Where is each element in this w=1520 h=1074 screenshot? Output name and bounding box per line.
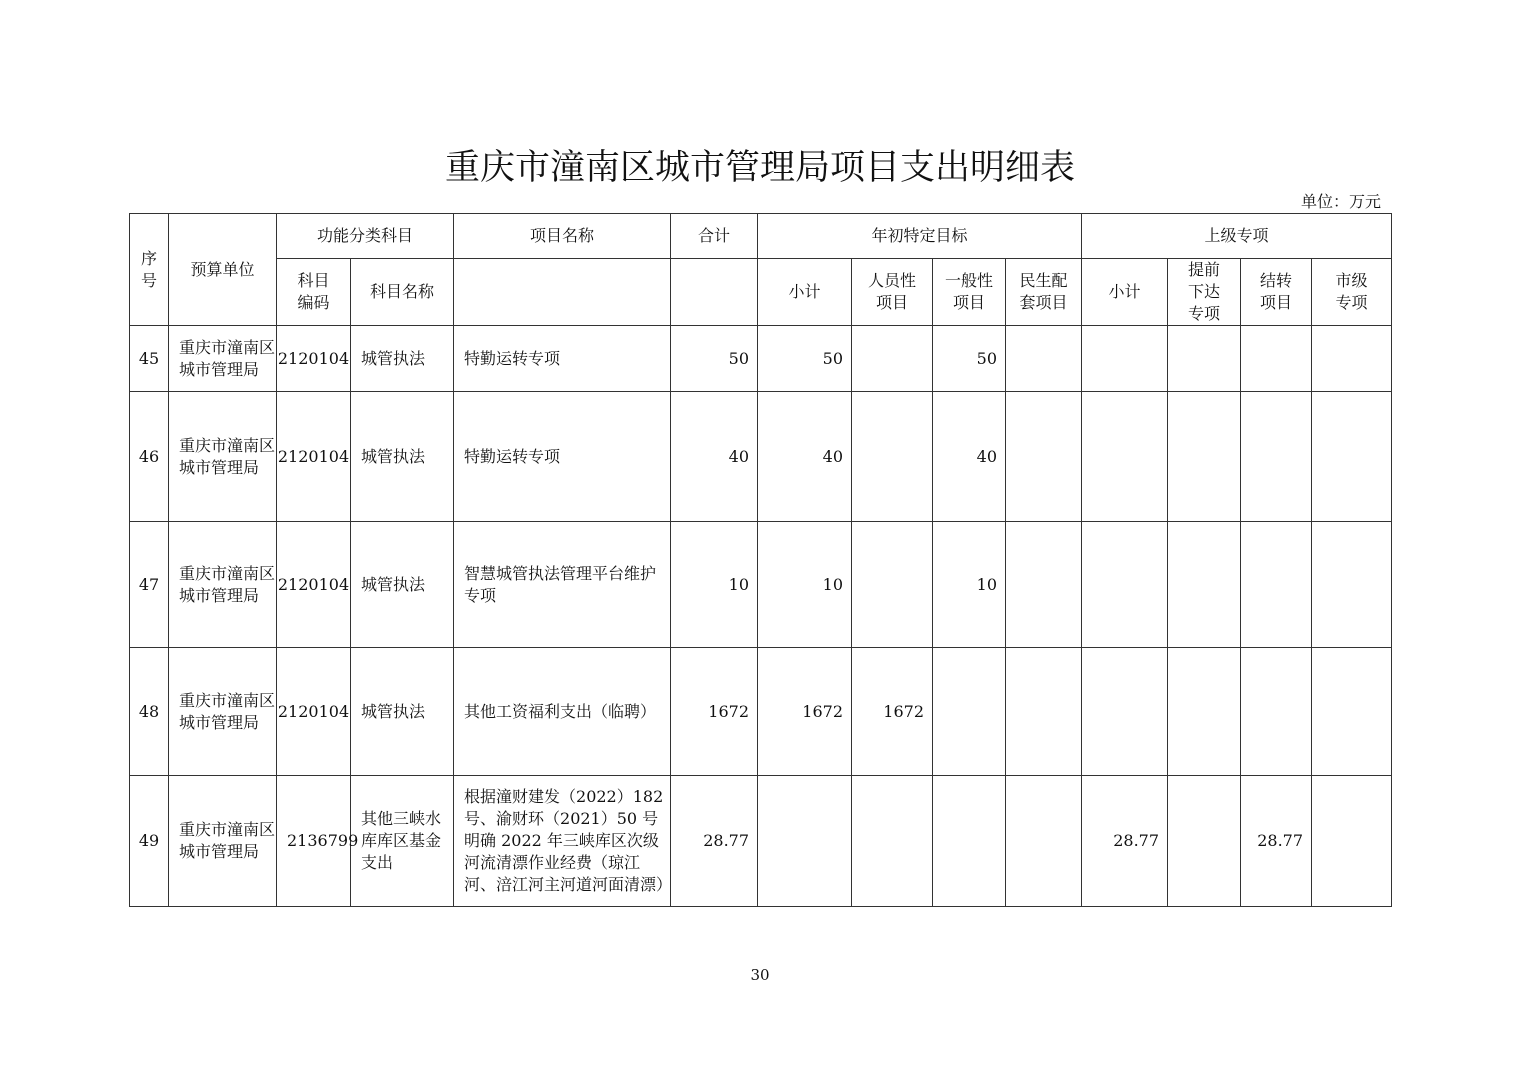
cell-total: 50 — [671, 326, 758, 392]
cell-project-name: 特勤运转专项 — [454, 392, 671, 522]
cell-at-personnel — [852, 392, 933, 522]
unit-label: 单位：万元 — [1300, 192, 1381, 211]
cell-at-livelihood — [1006, 392, 1082, 522]
cell-at-general — [933, 776, 1006, 907]
header-row-2 — [130, 259, 1392, 326]
header-at-subtotal: 小计 — [758, 259, 852, 326]
cell-project-name: 特勤运转专项 — [454, 326, 671, 392]
page-title: 重庆市潼南区城市管理局项目支出明细表 — [444, 148, 1075, 188]
cell-at-general: 10 — [933, 522, 1006, 648]
cell-subject-name: 城管执法 — [351, 392, 454, 522]
cell-at-livelihood — [1006, 522, 1082, 648]
cell-budget-unit: 重庆市潼南区城市管理局 — [169, 522, 277, 648]
header-total: 合计 — [671, 214, 758, 259]
cell-at-livelihood — [1006, 326, 1082, 392]
cell-budget-unit: 重庆市潼南区城市管理局 — [169, 776, 277, 907]
cell-sp-subtotal — [1082, 326, 1168, 392]
header-sp-carryover: 结转 项目 — [1241, 259, 1312, 326]
cell-seq: 45 — [130, 326, 169, 392]
header-annual-target: 年初特定目标 — [758, 214, 1082, 259]
header-project-name-blank — [454, 259, 671, 326]
cell-subject-name: 城管执法 — [351, 522, 454, 648]
cell-subject-name: 城管执法 — [351, 648, 454, 776]
header-sp-subtotal: 小计 — [1082, 259, 1168, 326]
cell-at-personnel — [852, 776, 933, 907]
cell-at-subtotal: 50 — [758, 326, 852, 392]
cell-total: 40 — [671, 392, 758, 522]
table-row — [130, 326, 1392, 392]
cell-at-subtotal: 10 — [758, 522, 852, 648]
cell-at-personnel: 1672 — [852, 648, 933, 776]
cell-seq: 46 — [130, 392, 169, 522]
cell-subject-code: 2120104 — [277, 522, 351, 648]
header-at-general: 一般性 项目 — [933, 259, 1006, 326]
cell-sp-advance — [1168, 648, 1241, 776]
cell-at-subtotal: 40 — [758, 392, 852, 522]
header-budget-unit: 预算单位 — [169, 214, 277, 326]
header-func-class: 功能分类科目 — [277, 214, 454, 259]
cell-sp-carryover — [1241, 522, 1312, 648]
cell-budget-unit: 重庆市潼南区城市管理局 — [169, 648, 277, 776]
table-row — [130, 776, 1392, 907]
cell-subject-name: 城管执法 — [351, 326, 454, 392]
cell-at-personnel — [852, 326, 933, 392]
cell-sp-city — [1312, 326, 1392, 392]
header-at-livelihood: 民生配 套项目 — [1006, 259, 1082, 326]
cell-at-subtotal — [758, 776, 852, 907]
cell-total: 10 — [671, 522, 758, 648]
cell-sp-carryover — [1241, 326, 1312, 392]
cell-sp-city — [1312, 392, 1392, 522]
header-subject-code: 科目 编码 — [277, 259, 351, 326]
cell-subject-code: 2120104 — [277, 392, 351, 522]
cell-seq: 47 — [130, 522, 169, 648]
cell-sp-city — [1312, 522, 1392, 648]
cell-seq: 49 — [130, 776, 169, 907]
expenditure-table — [129, 213, 1392, 907]
cell-sp-advance — [1168, 522, 1241, 648]
header-row-1 — [130, 214, 1392, 259]
cell-project-name: 其他工资福利支出（临聘） — [454, 648, 671, 776]
header-sp-advance: 提前 下达 专项 — [1168, 259, 1241, 326]
cell-at-subtotal: 1672 — [758, 648, 852, 776]
cell-sp-carryover: 28.77 — [1241, 776, 1312, 907]
cell-sp-subtotal — [1082, 522, 1168, 648]
table-row — [130, 392, 1392, 522]
cell-at-general: 40 — [933, 392, 1006, 522]
table-row — [130, 648, 1392, 776]
cell-sp-carryover — [1241, 392, 1312, 522]
cell-sp-carryover — [1241, 648, 1312, 776]
cell-sp-advance — [1168, 326, 1241, 392]
cell-at-general — [933, 648, 1006, 776]
cell-at-livelihood — [1006, 648, 1082, 776]
cell-sp-advance — [1168, 392, 1241, 522]
cell-budget-unit: 重庆市潼南区城市管理局 — [169, 392, 277, 522]
cell-project-name: 智慧城管执法管理平台维护专项 — [454, 522, 671, 648]
header-total-blank — [671, 259, 758, 326]
cell-total: 1672 — [671, 648, 758, 776]
cell-sp-advance — [1168, 776, 1241, 907]
header-project-name: 项目名称 — [454, 214, 671, 259]
cell-at-general: 50 — [933, 326, 1006, 392]
cell-subject-name: 其他三峡水库库区基金支出 — [351, 776, 454, 907]
cell-project-name: 根据潼财建发（2022）182 号、渝财环（2021）50 号明确 2022 年三峡库区次级河流清漂作业经费（琼江河、涪江河主河道河面清漂） — [454, 776, 671, 907]
cell-subject-code: 2120104 — [277, 648, 351, 776]
header-seq: 序 号 — [130, 214, 169, 326]
cell-sp-subtotal — [1082, 648, 1168, 776]
cell-sp-city — [1312, 776, 1392, 907]
header-subject-name: 科目名称 — [351, 259, 454, 326]
cell-sp-subtotal: 28.77 — [1082, 776, 1168, 907]
cell-sp-subtotal — [1082, 392, 1168, 522]
cell-seq: 48 — [130, 648, 169, 776]
cell-at-personnel — [852, 522, 933, 648]
table-row — [130, 522, 1392, 648]
cell-subject-code: 2136799 — [277, 776, 351, 907]
header-sp-city: 市级 专项 — [1312, 259, 1392, 326]
page-number: 30 — [750, 966, 770, 984]
cell-sp-city — [1312, 648, 1392, 776]
cell-at-livelihood — [1006, 776, 1082, 907]
header-at-personnel: 人员性 项目 — [852, 259, 933, 326]
cell-budget-unit: 重庆市潼南区城市管理局 — [169, 326, 277, 392]
cell-total: 28.77 — [671, 776, 758, 907]
cell-subject-code: 2120104 — [277, 326, 351, 392]
header-superior: 上级专项 — [1082, 214, 1392, 259]
